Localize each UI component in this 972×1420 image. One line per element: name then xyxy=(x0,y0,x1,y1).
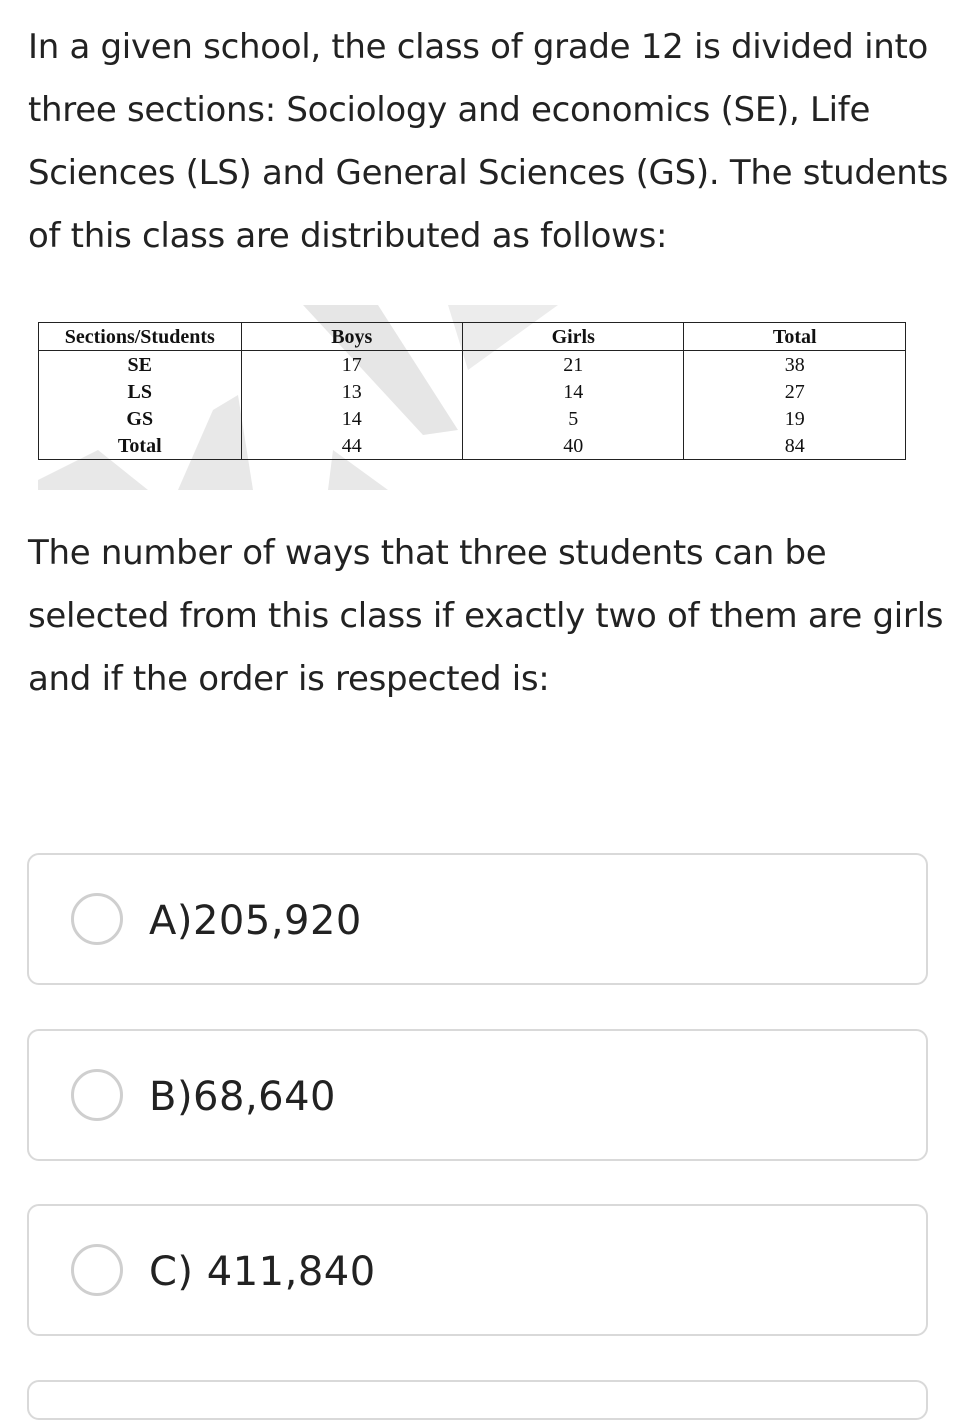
table-header-boys: Boys xyxy=(241,323,462,351)
radio-circle-icon[interactable] xyxy=(71,893,123,945)
table-cell: Total xyxy=(39,432,242,460)
table-header-girls: Girls xyxy=(463,323,684,351)
table-cell: 27 xyxy=(684,378,906,405)
option-label: C) 411,840 xyxy=(149,1249,376,1295)
option-label: A)205,920 xyxy=(149,898,362,944)
table-cell: 21 xyxy=(463,351,684,379)
table-cell: 13 xyxy=(241,378,462,405)
table-cell: 40 xyxy=(463,432,684,460)
distribution-table-figure xyxy=(38,300,908,490)
radio-circle-icon[interactable] xyxy=(71,1244,123,1296)
table-cell: 84 xyxy=(684,432,906,460)
option-label: B)68,640 xyxy=(149,1074,337,1120)
question-intro-text: In a given school, the class of grade 12 is divided into three sections: Sociology and economics (SE), Life Sciences (LS) and General Sciences (GS). The students of this class are distributed as follows: xyxy=(28,27,948,256)
table-row xyxy=(39,378,906,405)
question-prompt-text: The number of ways that three students can be selected from this class if exactly two of them are girls and if the order is respected is: xyxy=(28,533,944,699)
table-row xyxy=(39,432,906,460)
table-cell: 44 xyxy=(241,432,462,460)
table-cell: 17 xyxy=(241,351,462,379)
table-row xyxy=(39,351,906,379)
answer-option-b[interactable] xyxy=(27,1029,928,1161)
table-header-sections: Sections/Students xyxy=(39,323,242,351)
table-cell: LS xyxy=(39,378,242,405)
answer-option-partial[interactable] xyxy=(27,1380,928,1420)
table-row xyxy=(39,405,906,432)
table-cell: 19 xyxy=(684,405,906,432)
radio-circle-icon[interactable] xyxy=(71,1069,123,1121)
table-header-total: Total xyxy=(684,323,906,351)
answer-option-a[interactable] xyxy=(27,853,928,985)
table-cell: 14 xyxy=(241,405,462,432)
table-cell: GS xyxy=(39,405,242,432)
table-cell: SE xyxy=(39,351,242,379)
distribution-table xyxy=(38,322,906,460)
table-cell: 14 xyxy=(463,378,684,405)
table-cell: 5 xyxy=(463,405,684,432)
table-cell: 38 xyxy=(684,351,906,379)
answer-option-c[interactable] xyxy=(27,1204,928,1336)
